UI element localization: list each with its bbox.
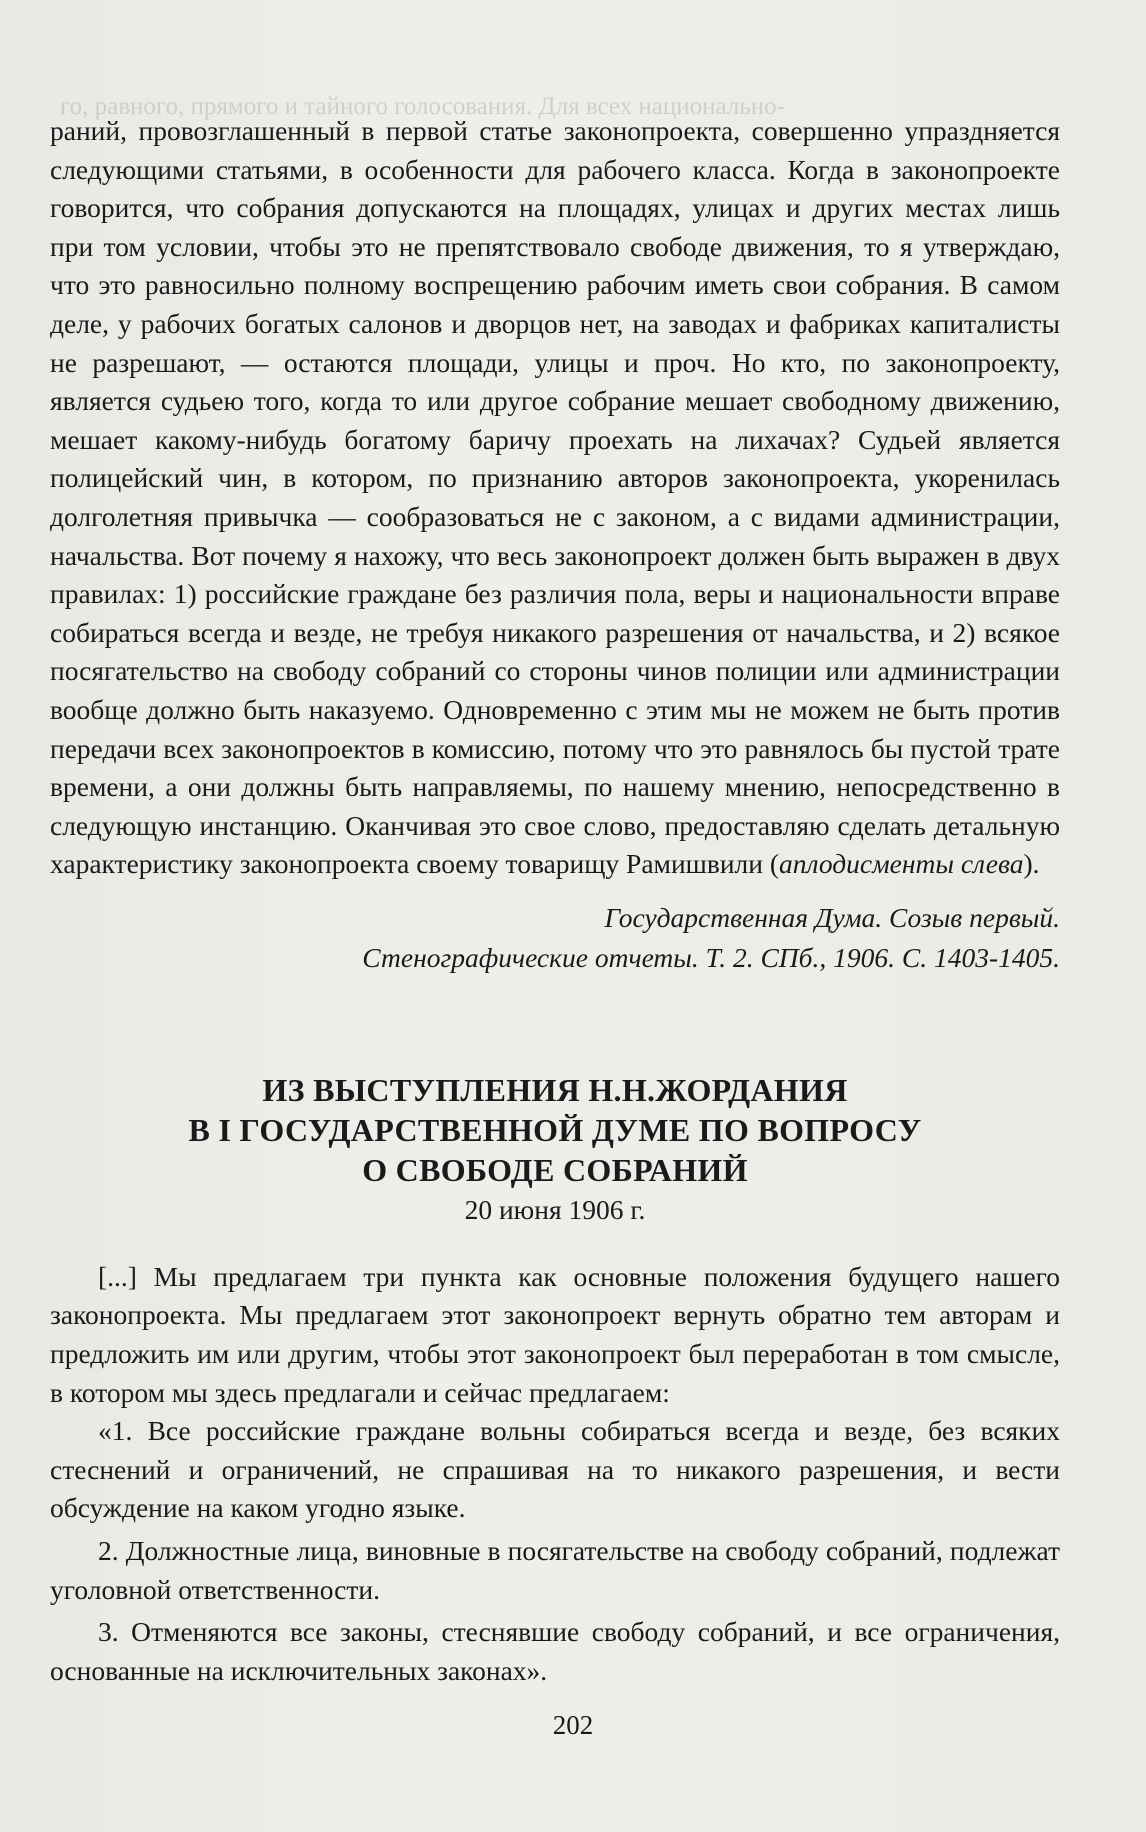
list-item: 2. Должностные лица, виновные в посягательстве на свободу собраний, подлежат уголовной ответственности. xyxy=(50,1535,1060,1605)
reference-line-1: Государственная Дума. Созыв первый. xyxy=(604,901,1060,933)
source-reference xyxy=(50,898,1060,978)
list-item: «1. Все российские граждане вольны собираться всегда и везде, без всяких стеснений и ограничений, не спрашивая на то никакого разрешения, и вести обсуждение на каком угодно языке. xyxy=(50,1415,1060,1524)
list-item: 3. Отменяются все законы, стеснявшие свободу собраний, и все ограничения, основанные на исключительных законах». xyxy=(50,1616,1060,1686)
section-date: 20 июня 1906 г. xyxy=(464,1193,646,1225)
section-title xyxy=(50,1070,1060,1190)
body-text-end: ). xyxy=(1023,848,1040,880)
page-number: 202 xyxy=(552,1710,594,1740)
stage-direction: аплодисменты слева xyxy=(779,848,1024,880)
section-title-line-1: ИЗ ВЫСТУПЛЕНИЯ Н.Н.ЖОРДАНИЯ xyxy=(262,1071,848,1108)
speech-paragraph: [...] Мы предлагаем три пункта как основные положения будущего нашего законопроекта. Мы предлагаем этот законопроект вернуть обратно тем авторам и предложить им или другим, чтобы этот законопроект был переработан в том смысле, в котором мы здесь предлагали и сейчас предлагаем: xyxy=(50,1260,1060,1408)
section-title-line-2: В I ГОСУДАРСТВЕННОЙ ДУМЕ ПО ВОПРОСУ xyxy=(188,1111,922,1148)
bleed-through-text: го, равного, прямого и тайного голосования. Для всех национально- xyxy=(60,93,785,120)
page-content xyxy=(50,112,1060,1690)
body-paragraph xyxy=(50,112,1060,884)
body-text: раний, провозглашенный в первой статье законопроекта, совершенно упраздняется следующими статьями, в особенности для рабочего класса. Когда в законопроекте говорится, что собрания допускаются на площадях, улицах и других местах лишь при том условии, чтобы это не препятствовало свободе движения, то я утверждаю, что это равносильно полному воспрещению рабочим иметь свои собрания. В самом деле, у рабочих богатых салонов и дворцов нет, на заводах и фабриках капиталисты не разрешают, — остаются площади, улицы и проч. Но кто, по законопроекту, является судьею того, когда то или другое собрание мешает свободному движению, мешает какому-нибудь богатому баричу проехать на лихачах? Судьей является полицейский чин, в котором, по признанию авторов законопроекта, укоренилась долголетняя привычка — сообразоваться не с законом, а с видами администрации, начальства. Вот почему я нахожу, что весь законопроект должен быть выражен в двух правилах: 1) российские граждане без различия пола, веры и национальности вправе собираться всегда и везде, не требуя никакого разрешения от начальства, и 2) всякое посягательство на свободу собраний со стороны чинов полиции или администрации вообще должно быть наказуемо. Одновременно с этим мы не можем не быть против передачи всех законопроектов в комиссию, потому что это равнялось бы пустой трате времени, а они должны быть направляемы, по нашему мнению, непосредственно в следующую инстанцию. Оканчивая это свое слово, предоставляю сделать детальную характеристику законопроекта своему товарищу Рамишвили ( xyxy=(50,115,1060,880)
reference-line-2: Стенографические отчеты. Т. 2. СПб., 1906. С. 1403-1405. xyxy=(362,941,1060,973)
section-title-line-3: О СВОБОДЕ СОБРАНИЙ xyxy=(362,1151,748,1188)
